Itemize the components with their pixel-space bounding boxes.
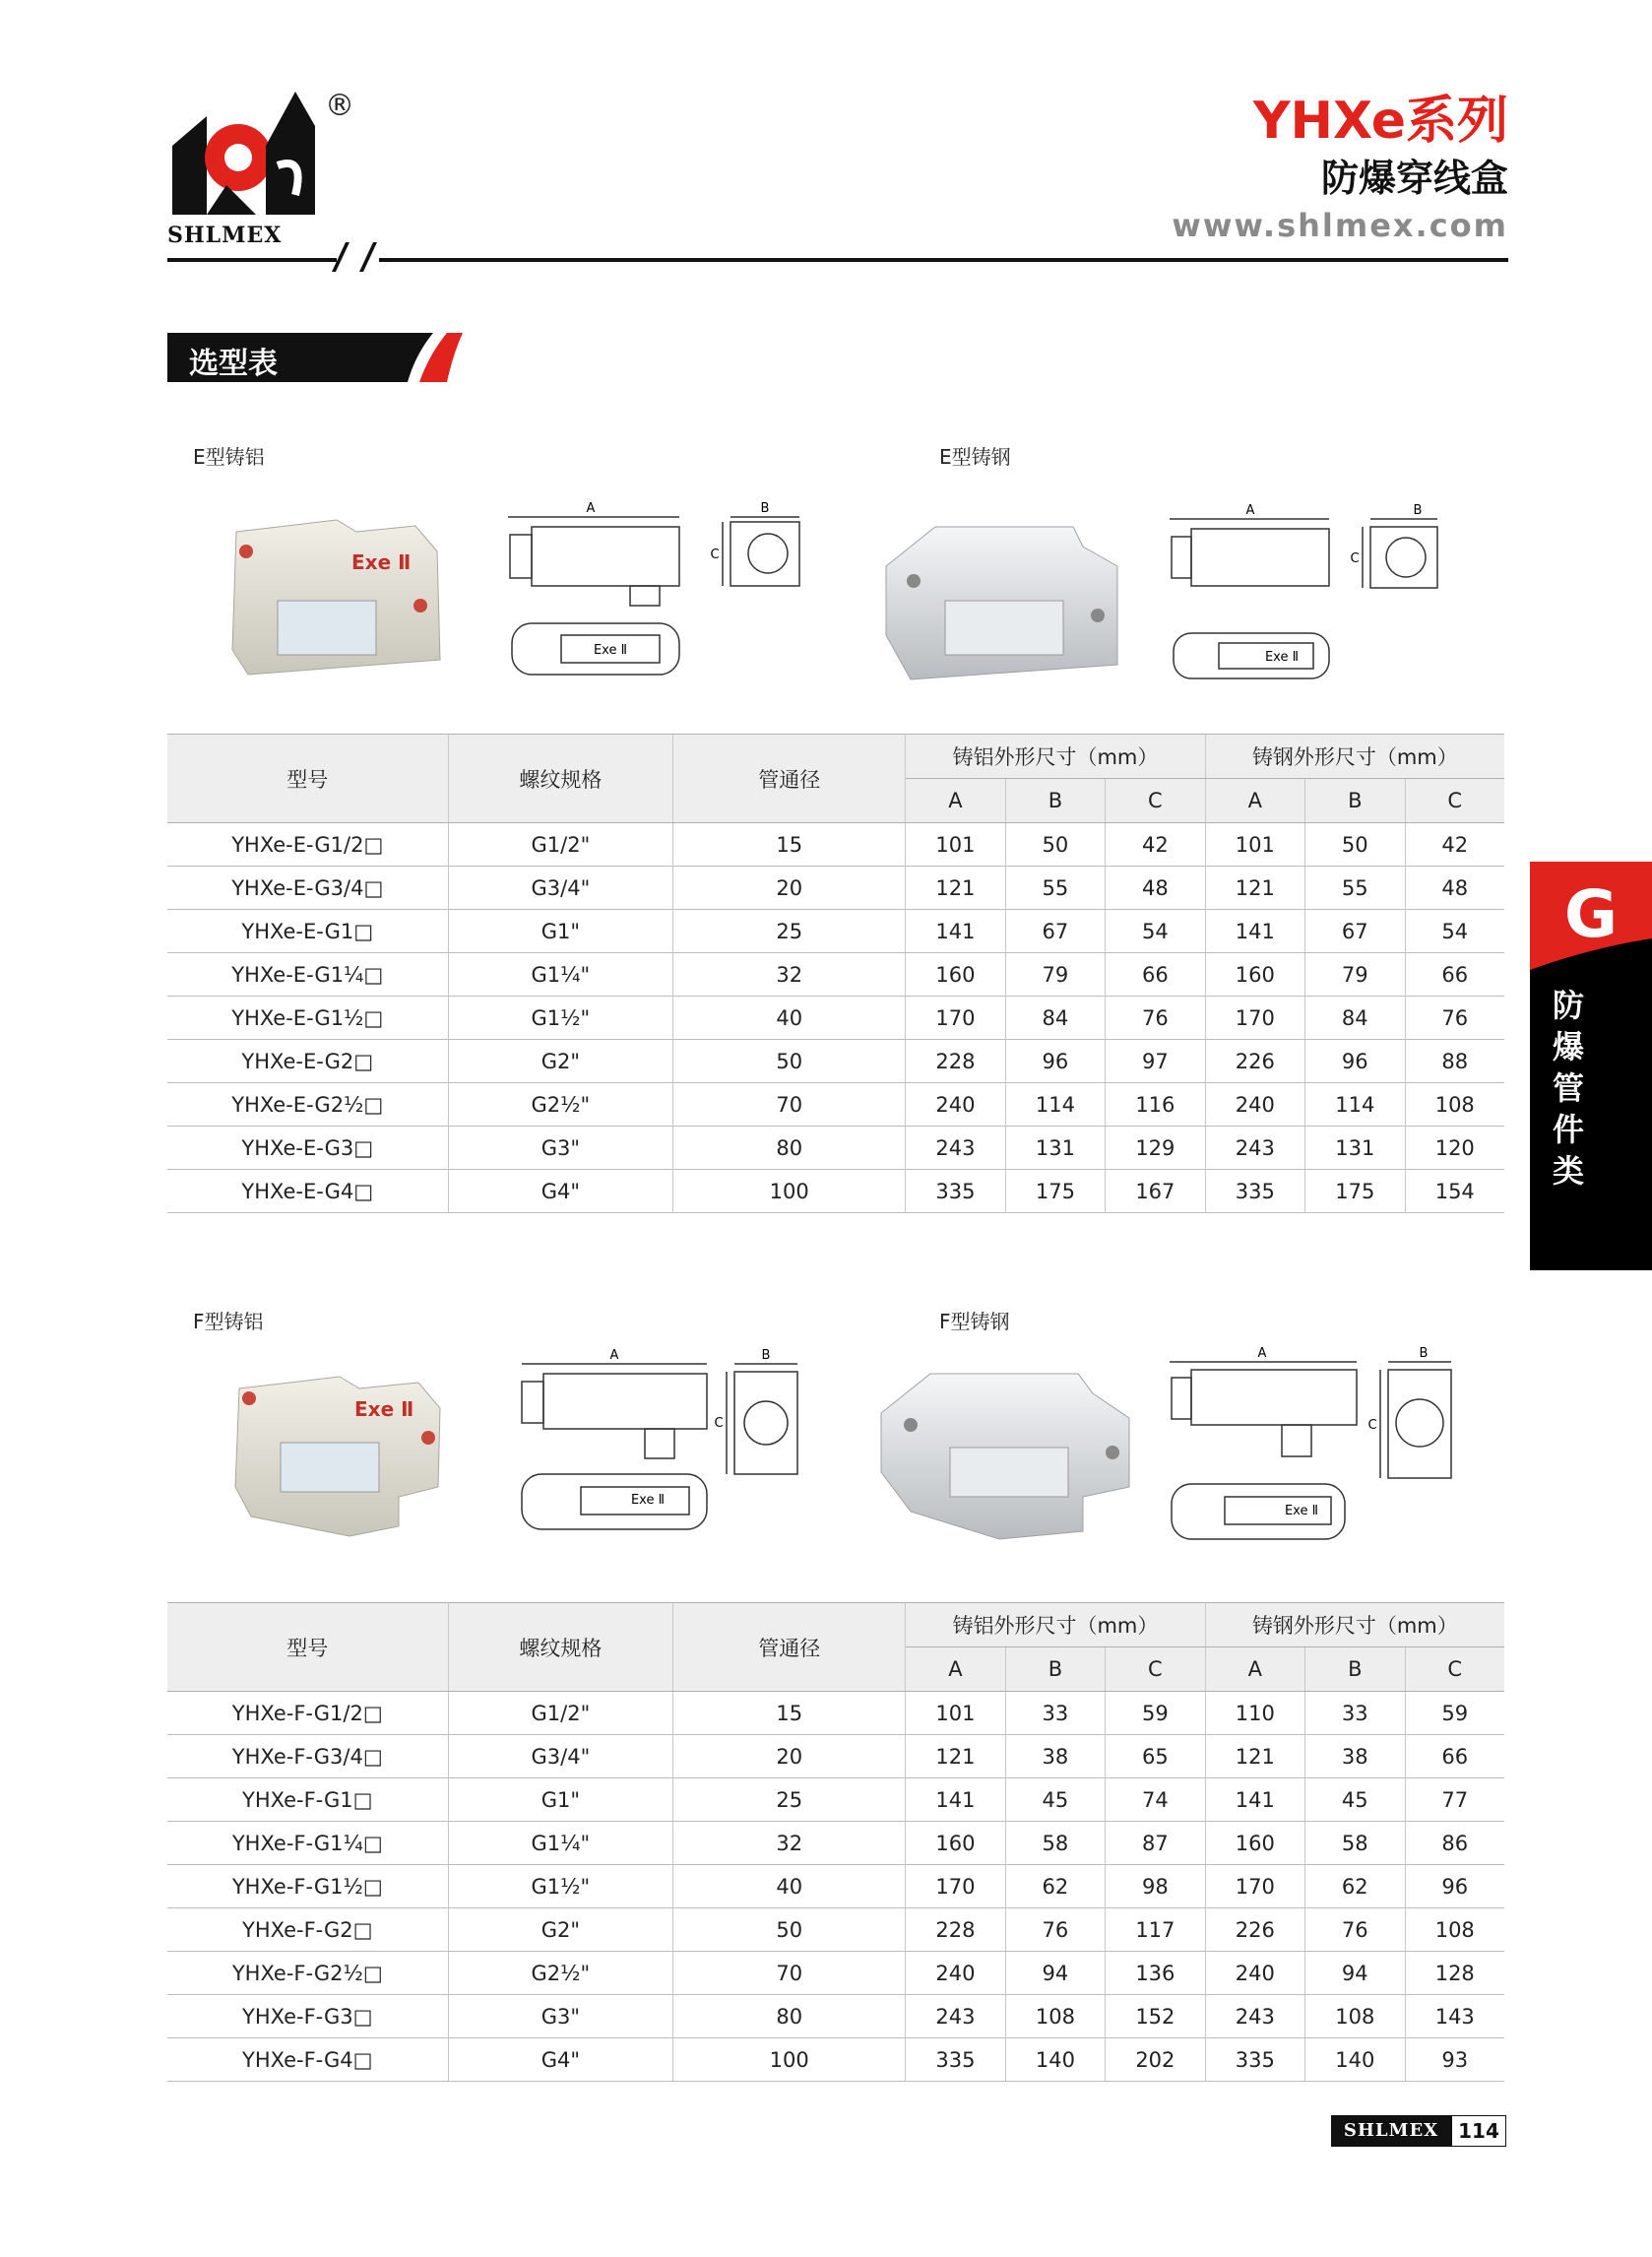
f-aluminum-drawing bbox=[512, 1344, 837, 1541]
cell-al-a: 240 bbox=[906, 1083, 1005, 1127]
cell-diameter: 25 bbox=[673, 910, 906, 953]
registered-mark: ® bbox=[325, 89, 354, 123]
col-header-al-c: C bbox=[1106, 1647, 1205, 1692]
cell-thread: G1½" bbox=[448, 997, 673, 1040]
company-logo bbox=[167, 87, 325, 234]
cell-st-b: 114 bbox=[1305, 1083, 1405, 1127]
cell-st-c: 88 bbox=[1405, 1040, 1504, 1083]
e-steel-drawing-a: A bbox=[1245, 503, 1255, 518]
cell-al-a: 141 bbox=[906, 910, 1005, 953]
cell-model: YHXe-F-G1½□ bbox=[167, 1865, 448, 1908]
cell-st-a: 121 bbox=[1205, 867, 1304, 910]
col-header-thread: 螺纹规格 bbox=[448, 735, 673, 823]
cell-model: YHXe-E-G1/2□ bbox=[167, 823, 448, 867]
table-row bbox=[167, 1952, 1504, 1995]
product-subtitle: 防爆穿线盒 bbox=[1320, 157, 1508, 200]
cell-al-b: 45 bbox=[1005, 1778, 1105, 1822]
cell-model: YHXe-F-G2□ bbox=[167, 1908, 448, 1952]
cell-st-b: 55 bbox=[1305, 867, 1405, 910]
e-drawing-c: C bbox=[710, 548, 720, 562]
cell-st-c: 108 bbox=[1405, 1083, 1504, 1127]
cell-thread: G1/2" bbox=[448, 1692, 673, 1735]
col-header-al-a: A bbox=[906, 779, 1005, 823]
cell-st-a: 243 bbox=[1205, 1127, 1304, 1170]
table-row bbox=[167, 867, 1504, 910]
f-drawing-plate: Exe Ⅱ bbox=[630, 1493, 666, 1508]
f-drawing-b: B bbox=[761, 1348, 771, 1363]
table-row bbox=[167, 1083, 1504, 1127]
table-row bbox=[167, 1170, 1504, 1213]
f-steel-drawing-plate: Exe Ⅱ bbox=[1284, 1504, 1319, 1518]
cell-st-b: 62 bbox=[1305, 1865, 1405, 1908]
e-drawing-b: B bbox=[760, 501, 770, 516]
e-aluminum-drawing bbox=[502, 497, 827, 684]
section-title: 选型表 bbox=[189, 347, 278, 381]
col-header-steel: 铸钢外形尺寸（mm） bbox=[1205, 1603, 1504, 1647]
cell-thread: G3/4" bbox=[448, 867, 673, 910]
col-header-al-b: B bbox=[1005, 779, 1105, 823]
cell-al-b: 140 bbox=[1005, 2038, 1105, 2082]
cell-st-b: 108 bbox=[1305, 1995, 1405, 2038]
col-header-model: 型号 bbox=[167, 735, 448, 823]
e-drawing-plate: Exe Ⅱ bbox=[593, 643, 628, 658]
cell-al-b: 114 bbox=[1005, 1083, 1105, 1127]
cell-st-a: 141 bbox=[1205, 910, 1304, 953]
cell-st-a: 335 bbox=[1205, 1170, 1304, 1213]
f-steel-drawing bbox=[1164, 1344, 1469, 1551]
f-drawing-c: C bbox=[714, 1416, 724, 1431]
cell-al-a: 101 bbox=[906, 1692, 1005, 1735]
e-type-spec-table bbox=[167, 734, 1504, 1213]
cell-al-b: 96 bbox=[1005, 1040, 1105, 1083]
cell-al-a: 335 bbox=[906, 2038, 1005, 2082]
cell-thread: G1" bbox=[448, 1778, 673, 1822]
cell-thread: G2" bbox=[448, 1908, 673, 1952]
cell-model: YHXe-F-G1/2□ bbox=[167, 1692, 448, 1735]
cell-diameter: 20 bbox=[673, 867, 906, 910]
cell-al-c: 65 bbox=[1106, 1735, 1205, 1778]
cell-st-c: 128 bbox=[1405, 1952, 1504, 1995]
footer-brand: SHLMEX bbox=[1331, 2115, 1451, 2147]
cell-al-c: 97 bbox=[1106, 1040, 1205, 1083]
table-row bbox=[167, 1692, 1504, 1735]
cell-st-c: 96 bbox=[1405, 1865, 1504, 1908]
e-steel-label: E型铸钢 bbox=[939, 445, 1011, 469]
cell-al-a: 228 bbox=[906, 1908, 1005, 1952]
cell-st-a: 110 bbox=[1205, 1692, 1304, 1735]
cell-thread: G2" bbox=[448, 1040, 673, 1083]
cell-model: YHXe-E-G2□ bbox=[167, 1040, 448, 1083]
cell-st-c: 54 bbox=[1405, 910, 1504, 953]
cell-al-a: 243 bbox=[906, 1995, 1005, 2038]
cell-diameter: 100 bbox=[673, 2038, 906, 2082]
cell-st-b: 58 bbox=[1305, 1822, 1405, 1865]
table-row bbox=[167, 1040, 1504, 1083]
col-header-steel: 铸钢外形尺寸（mm） bbox=[1205, 735, 1504, 779]
cell-diameter: 32 bbox=[673, 953, 906, 997]
header-rule bbox=[379, 258, 1508, 262]
cell-st-a: 243 bbox=[1205, 1995, 1304, 2038]
cell-thread: G2½" bbox=[448, 1083, 673, 1127]
cell-thread: G4" bbox=[448, 1170, 673, 1213]
cell-al-c: 76 bbox=[1106, 997, 1205, 1040]
table-row bbox=[167, 997, 1504, 1040]
e-aluminum-photo bbox=[219, 512, 455, 679]
cell-diameter: 32 bbox=[673, 1822, 906, 1865]
cell-al-a: 243 bbox=[906, 1127, 1005, 1170]
cell-thread: G3" bbox=[448, 1127, 673, 1170]
cell-thread: G1½" bbox=[448, 1865, 673, 1908]
cell-al-c: 54 bbox=[1106, 910, 1205, 953]
cell-diameter: 25 bbox=[673, 1778, 906, 1822]
cell-thread: G3/4" bbox=[448, 1735, 673, 1778]
cell-al-b: 108 bbox=[1005, 1995, 1105, 2038]
f-drawing-a: A bbox=[609, 1348, 619, 1363]
cell-al-b: 76 bbox=[1005, 1908, 1105, 1952]
col-header-st-b: B bbox=[1305, 1647, 1405, 1692]
table-row bbox=[167, 1127, 1504, 1170]
e-aluminum-photo-mark: Exe Ⅱ bbox=[351, 550, 412, 574]
cell-al-c: 74 bbox=[1106, 1778, 1205, 1822]
cell-thread: G1/2" bbox=[448, 823, 673, 867]
cell-st-c: 154 bbox=[1405, 1170, 1504, 1213]
cell-st-c: 66 bbox=[1405, 1735, 1504, 1778]
website-url: www.shlmex.com bbox=[1172, 207, 1508, 244]
cell-model: YHXe-F-G2½□ bbox=[167, 1952, 448, 1995]
cell-st-a: 335 bbox=[1205, 2038, 1304, 2082]
cell-al-c: 98 bbox=[1106, 1865, 1205, 1908]
cell-model: YHXe-E-G1¼□ bbox=[167, 953, 448, 997]
cell-al-a: 170 bbox=[906, 1865, 1005, 1908]
side-tab-letter: G bbox=[1563, 876, 1619, 952]
cell-st-a: 101 bbox=[1205, 823, 1304, 867]
cell-model: YHXe-E-G2½□ bbox=[167, 1083, 448, 1127]
f-aluminum-photo-mark: Exe Ⅱ bbox=[354, 1397, 414, 1421]
f-aluminum-label: F型铸铝 bbox=[193, 1310, 264, 1333]
cell-al-c: 87 bbox=[1106, 1822, 1205, 1865]
cell-st-b: 38 bbox=[1305, 1735, 1405, 1778]
cell-model: YHXe-F-G1□ bbox=[167, 1778, 448, 1822]
col-header-st-c: C bbox=[1405, 779, 1504, 823]
cell-al-b: 62 bbox=[1005, 1865, 1105, 1908]
f-type-spec-table bbox=[167, 1602, 1504, 2082]
cell-st-b: 96 bbox=[1305, 1040, 1405, 1083]
cell-al-c: 167 bbox=[1106, 1170, 1205, 1213]
table-row bbox=[167, 1778, 1504, 1822]
cell-al-c: 66 bbox=[1106, 953, 1205, 997]
e-aluminum-label: E型铸铝 bbox=[193, 445, 265, 469]
cell-diameter: 40 bbox=[673, 997, 906, 1040]
cell-st-a: 160 bbox=[1205, 1822, 1304, 1865]
cell-st-a: 240 bbox=[1205, 1952, 1304, 1995]
cell-al-b: 50 bbox=[1005, 823, 1105, 867]
cell-al-b: 58 bbox=[1005, 1822, 1105, 1865]
table-row bbox=[167, 1908, 1504, 1952]
cell-st-c: 48 bbox=[1405, 867, 1504, 910]
col-header-al-b: B bbox=[1005, 1647, 1105, 1692]
cell-st-c: 59 bbox=[1405, 1692, 1504, 1735]
side-tab-char: 类 bbox=[1552, 1152, 1584, 1190]
cell-al-a: 335 bbox=[906, 1170, 1005, 1213]
cell-al-b: 55 bbox=[1005, 867, 1105, 910]
f-steel-drawing-b: B bbox=[1419, 1346, 1429, 1361]
cell-st-b: 94 bbox=[1305, 1952, 1405, 1995]
f-steel-drawing-c: C bbox=[1367, 1418, 1377, 1433]
cell-al-a: 228 bbox=[906, 1040, 1005, 1083]
cell-st-b: 131 bbox=[1305, 1127, 1405, 1170]
col-header-diameter: 管通径 bbox=[673, 735, 906, 823]
cell-diameter: 70 bbox=[673, 1083, 906, 1127]
cell-diameter: 50 bbox=[673, 1908, 906, 1952]
header-rule-slash bbox=[359, 242, 377, 272]
cell-diameter: 20 bbox=[673, 1735, 906, 1778]
cell-st-b: 84 bbox=[1305, 997, 1405, 1040]
cell-al-c: 42 bbox=[1106, 823, 1205, 867]
cell-thread: G3" bbox=[448, 1995, 673, 2038]
col-header-thread: 螺纹规格 bbox=[448, 1603, 673, 1692]
cell-st-c: 143 bbox=[1405, 1995, 1504, 2038]
cell-model: YHXe-E-G1½□ bbox=[167, 997, 448, 1040]
cell-al-c: 117 bbox=[1106, 1908, 1205, 1952]
side-tab-char: 防 bbox=[1552, 987, 1584, 1024]
cell-al-b: 131 bbox=[1005, 1127, 1105, 1170]
cell-al-a: 101 bbox=[906, 823, 1005, 867]
col-header-st-c: C bbox=[1405, 1647, 1504, 1692]
table-row bbox=[167, 1822, 1504, 1865]
cell-model: YHXe-F-G3/4□ bbox=[167, 1735, 448, 1778]
f-steel-drawing-a: A bbox=[1257, 1346, 1267, 1361]
cell-st-b: 140 bbox=[1305, 2038, 1405, 2082]
header-rule-left bbox=[167, 258, 337, 262]
cell-diameter: 100 bbox=[673, 1170, 906, 1213]
cell-al-c: 202 bbox=[1106, 2038, 1205, 2082]
table-row bbox=[167, 1865, 1504, 1908]
cell-thread: G1¼" bbox=[448, 953, 673, 997]
table-row bbox=[167, 1735, 1504, 1778]
cell-st-a: 226 bbox=[1205, 1040, 1304, 1083]
cell-st-b: 175 bbox=[1305, 1170, 1405, 1213]
cell-al-a: 170 bbox=[906, 997, 1005, 1040]
side-tab-text bbox=[1532, 985, 1605, 1192]
cell-st-c: 86 bbox=[1405, 1822, 1504, 1865]
cell-diameter: 40 bbox=[673, 1865, 906, 1908]
e-steel-drawing-b: B bbox=[1413, 503, 1423, 518]
f-steel-photo bbox=[871, 1364, 1137, 1546]
cell-st-c: 66 bbox=[1405, 953, 1504, 997]
cell-st-a: 226 bbox=[1205, 1908, 1304, 1952]
side-tab-char: 件 bbox=[1552, 1111, 1584, 1148]
col-header-model: 型号 bbox=[167, 1603, 448, 1692]
cell-al-c: 48 bbox=[1106, 867, 1205, 910]
cell-thread: G1" bbox=[448, 910, 673, 953]
cell-st-a: 170 bbox=[1205, 997, 1304, 1040]
cell-al-b: 84 bbox=[1005, 997, 1105, 1040]
side-tab-char: 爆 bbox=[1552, 1028, 1584, 1065]
cell-diameter: 80 bbox=[673, 1995, 906, 2038]
cell-al-b: 79 bbox=[1005, 953, 1105, 997]
e-steel-drawing-c: C bbox=[1350, 551, 1360, 566]
table-row bbox=[167, 2038, 1504, 2082]
col-header-st-b: B bbox=[1305, 779, 1405, 823]
cell-st-b: 50 bbox=[1305, 823, 1405, 867]
cell-al-c: 116 bbox=[1106, 1083, 1205, 1127]
cell-st-b: 45 bbox=[1305, 1778, 1405, 1822]
cell-al-b: 67 bbox=[1005, 910, 1105, 953]
cell-model: YHXe-E-G3/4□ bbox=[167, 867, 448, 910]
cell-st-b: 33 bbox=[1305, 1692, 1405, 1735]
cell-st-c: 93 bbox=[1405, 2038, 1504, 2082]
cell-diameter: 70 bbox=[673, 1952, 906, 1995]
cell-al-b: 33 bbox=[1005, 1692, 1105, 1735]
table-row bbox=[167, 953, 1504, 997]
cell-st-a: 170 bbox=[1205, 1865, 1304, 1908]
table-row bbox=[167, 1995, 1504, 2038]
cell-st-a: 141 bbox=[1205, 1778, 1304, 1822]
side-tab-char: 管 bbox=[1552, 1069, 1584, 1107]
f-steel-label: F型铸钢 bbox=[939, 1310, 1010, 1333]
cell-st-c: 108 bbox=[1405, 1908, 1504, 1952]
e-steel-drawing-plate: Exe Ⅱ bbox=[1264, 650, 1300, 665]
cell-model: YHXe-F-G4□ bbox=[167, 2038, 448, 2082]
cell-st-a: 240 bbox=[1205, 1083, 1304, 1127]
cell-st-b: 67 bbox=[1305, 910, 1405, 953]
cell-model: YHXe-E-G1□ bbox=[167, 910, 448, 953]
col-header-diameter: 管通径 bbox=[673, 1603, 906, 1692]
e-steel-drawing bbox=[1164, 497, 1469, 684]
cell-thread: G4" bbox=[448, 2038, 673, 2082]
cell-diameter: 15 bbox=[673, 823, 906, 867]
col-header-al-a: A bbox=[906, 1647, 1005, 1692]
col-header-st-a: A bbox=[1205, 1647, 1304, 1692]
page-number: 114 bbox=[1451, 2115, 1506, 2147]
cell-al-a: 240 bbox=[906, 1952, 1005, 1995]
col-header-al-c: C bbox=[1106, 779, 1205, 823]
cell-al-b: 175 bbox=[1005, 1170, 1105, 1213]
cell-model: YHXe-E-G4□ bbox=[167, 1170, 448, 1213]
cell-st-c: 76 bbox=[1405, 997, 1504, 1040]
cell-al-a: 160 bbox=[906, 953, 1005, 997]
e-drawing-a: A bbox=[586, 501, 596, 516]
cell-al-c: 129 bbox=[1106, 1127, 1205, 1170]
cell-st-c: 42 bbox=[1405, 823, 1504, 867]
cell-st-a: 160 bbox=[1205, 953, 1304, 997]
table-row bbox=[167, 910, 1504, 953]
cell-st-a: 121 bbox=[1205, 1735, 1304, 1778]
cell-al-b: 94 bbox=[1005, 1952, 1105, 1995]
cell-al-a: 141 bbox=[906, 1778, 1005, 1822]
cell-st-c: 77 bbox=[1405, 1778, 1504, 1822]
cell-al-a: 160 bbox=[906, 1822, 1005, 1865]
col-header-aluminum: 铸铝外形尺寸（mm） bbox=[906, 735, 1205, 779]
cell-st-b: 76 bbox=[1305, 1908, 1405, 1952]
table-row bbox=[167, 823, 1504, 867]
col-header-st-a: A bbox=[1205, 779, 1304, 823]
col-header-aluminum: 铸铝外形尺寸（mm） bbox=[906, 1603, 1205, 1647]
f-aluminum-photo bbox=[222, 1369, 458, 1541]
header-rule-slash bbox=[332, 242, 349, 272]
cell-model: YHXe-F-G1¼□ bbox=[167, 1822, 448, 1865]
cell-st-b: 79 bbox=[1305, 953, 1405, 997]
cell-al-b: 38 bbox=[1005, 1735, 1105, 1778]
series-title: YHXe系列 bbox=[1252, 92, 1508, 151]
e-steel-photo bbox=[876, 507, 1127, 689]
cell-al-c: 152 bbox=[1106, 1995, 1205, 2038]
cell-diameter: 15 bbox=[673, 1692, 906, 1735]
cell-al-a: 121 bbox=[906, 867, 1005, 910]
cell-diameter: 80 bbox=[673, 1127, 906, 1170]
cell-thread: G2½" bbox=[448, 1952, 673, 1995]
brand-name: SHLMEX bbox=[167, 223, 283, 248]
cell-st-c: 120 bbox=[1405, 1127, 1504, 1170]
cell-model: YHXe-F-G3□ bbox=[167, 1995, 448, 2038]
cell-al-c: 136 bbox=[1106, 1952, 1205, 1995]
cell-al-c: 59 bbox=[1106, 1692, 1205, 1735]
cell-thread: G1¼" bbox=[448, 1822, 673, 1865]
cell-diameter: 50 bbox=[673, 1040, 906, 1083]
cell-model: YHXe-E-G3□ bbox=[167, 1127, 448, 1170]
cell-al-a: 121 bbox=[906, 1735, 1005, 1778]
